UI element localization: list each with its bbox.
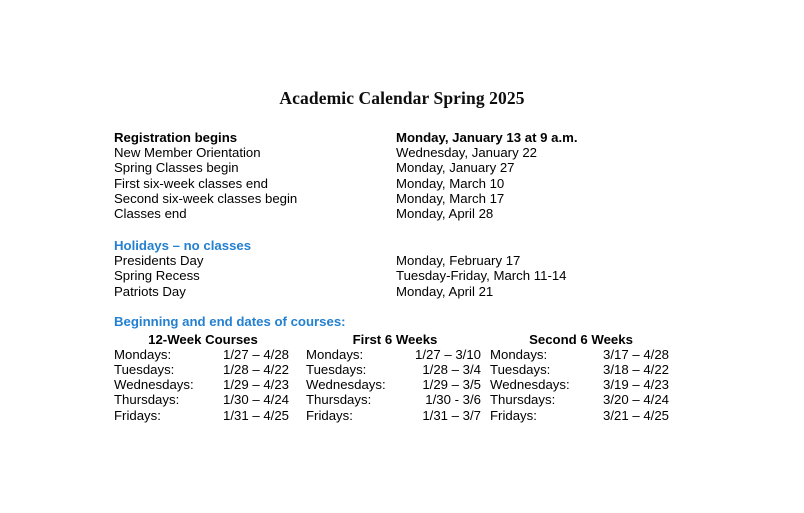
- event-row: [114, 191, 578, 206]
- course-day-label: Thursdays:: [114, 392, 180, 408]
- event-date: Monday, March 10: [396, 175, 505, 191]
- event-label: Classes end: [114, 205, 187, 221]
- course-date-range: 3/20 – 4/24: [603, 392, 669, 408]
- course-date-range: 1/29 – 4/23: [223, 377, 289, 393]
- course-date-range: 1/27 – 3/10: [415, 346, 481, 362]
- course-row: [306, 392, 484, 407]
- event-row: [114, 284, 567, 299]
- event-date: Monday, February 17: [396, 253, 521, 269]
- event-row: [114, 160, 578, 175]
- course-date-range: 1/30 – 4/24: [223, 392, 289, 408]
- course-column-header: First 6 Weeks: [352, 331, 438, 347]
- course-date-range: 1/29 – 3/5: [422, 377, 481, 393]
- event-label: Patriots Day: [114, 283, 186, 299]
- event-date: Monday, January 27: [396, 160, 515, 176]
- course-day-label: Mondays:: [114, 346, 172, 362]
- holidays-list: [114, 253, 567, 299]
- course-date-range: 1/28 – 3/4: [422, 362, 481, 378]
- event-date: Tuesday-Friday, March 11-14: [396, 268, 567, 284]
- courses-heading: Beginning and end dates of courses:: [114, 314, 346, 329]
- course-day-label: Fridays:: [306, 407, 353, 423]
- course-day-label: Tuesdays:: [114, 362, 175, 378]
- course-day-label: Mondays:: [490, 346, 548, 362]
- course-row: [114, 347, 292, 362]
- holidays-section: [114, 238, 567, 299]
- event-row: [114, 130, 578, 145]
- course-row: [490, 362, 672, 377]
- event-date: Monday, January 13 at 9 a.m.: [396, 130, 578, 145]
- course-day-label: Fridays:: [490, 407, 537, 423]
- course-day-label: Tuesdays:: [490, 362, 551, 378]
- event-label: Spring Classes begin: [114, 160, 239, 176]
- courses-grid: [114, 332, 694, 422]
- course-day-label: Mondays:: [306, 346, 364, 362]
- event-row: [114, 145, 578, 160]
- event-row: [114, 268, 567, 283]
- event-date: Monday, April 28: [396, 205, 494, 221]
- course-date-range: 3/17 – 4/28: [603, 346, 669, 362]
- course-column: [114, 332, 292, 423]
- event-row: [114, 176, 578, 191]
- event-date: Monday, April 21: [396, 283, 494, 299]
- course-date-range: 1/31 – 4/25: [223, 407, 289, 423]
- event-label: Spring Recess: [114, 268, 200, 284]
- course-column-header: Second 6 Weeks: [529, 331, 633, 347]
- course-date-range: 1/30 - 3/6: [425, 392, 481, 408]
- holidays-heading: Holidays – no classes: [114, 238, 252, 253]
- event-label: New Member Orientation: [114, 145, 261, 161]
- course-day-label: Fridays:: [114, 407, 161, 423]
- event-row: [114, 206, 578, 221]
- course-date-range: 3/21 – 4/25: [603, 407, 669, 423]
- event-row: [114, 253, 567, 268]
- event-label: Second six-week classes begin: [114, 190, 298, 206]
- course-day-label: Wednesdays:: [490, 377, 570, 393]
- event-date: Wednesday, January 22: [396, 145, 537, 161]
- course-date-range: 3/19 – 4/23: [603, 377, 669, 393]
- course-day-label: Wednesdays:: [114, 377, 194, 393]
- course-day-label: Thursdays:: [306, 392, 372, 408]
- course-column: [490, 332, 672, 423]
- course-row: [114, 362, 292, 377]
- course-row: [306, 408, 484, 423]
- course-row: [306, 362, 484, 377]
- course-row: [306, 377, 484, 392]
- event-date: Monday, March 17: [396, 190, 505, 206]
- course-row: [306, 347, 484, 362]
- course-date-range: 1/31 – 3/7: [422, 407, 481, 423]
- event-label: Presidents Day: [114, 253, 204, 269]
- course-row: [490, 347, 672, 362]
- course-row: [114, 377, 292, 392]
- page-title: Academic Calendar Spring 2025: [279, 88, 525, 108]
- course-row: [490, 408, 672, 423]
- event-label: First six-week classes end: [114, 175, 268, 191]
- event-label: Registration begins: [114, 130, 238, 145]
- courses-section: [114, 314, 694, 422]
- course-date-range: 3/18 – 4/22: [603, 362, 669, 378]
- course-date-range: 1/27 – 4/28: [223, 346, 289, 362]
- course-column: [306, 332, 484, 423]
- course-row: [114, 392, 292, 407]
- course-row: [114, 408, 292, 423]
- events-list: [114, 130, 578, 221]
- course-day-label: Thursdays:: [490, 392, 556, 408]
- course-date-range: 1/28 – 4/22: [223, 362, 289, 378]
- course-row: [490, 377, 672, 392]
- course-day-label: Tuesdays:: [306, 362, 367, 378]
- course-day-label: Wednesdays:: [306, 377, 386, 393]
- course-column-header: 12-Week Courses: [148, 331, 258, 347]
- course-row: [490, 392, 672, 407]
